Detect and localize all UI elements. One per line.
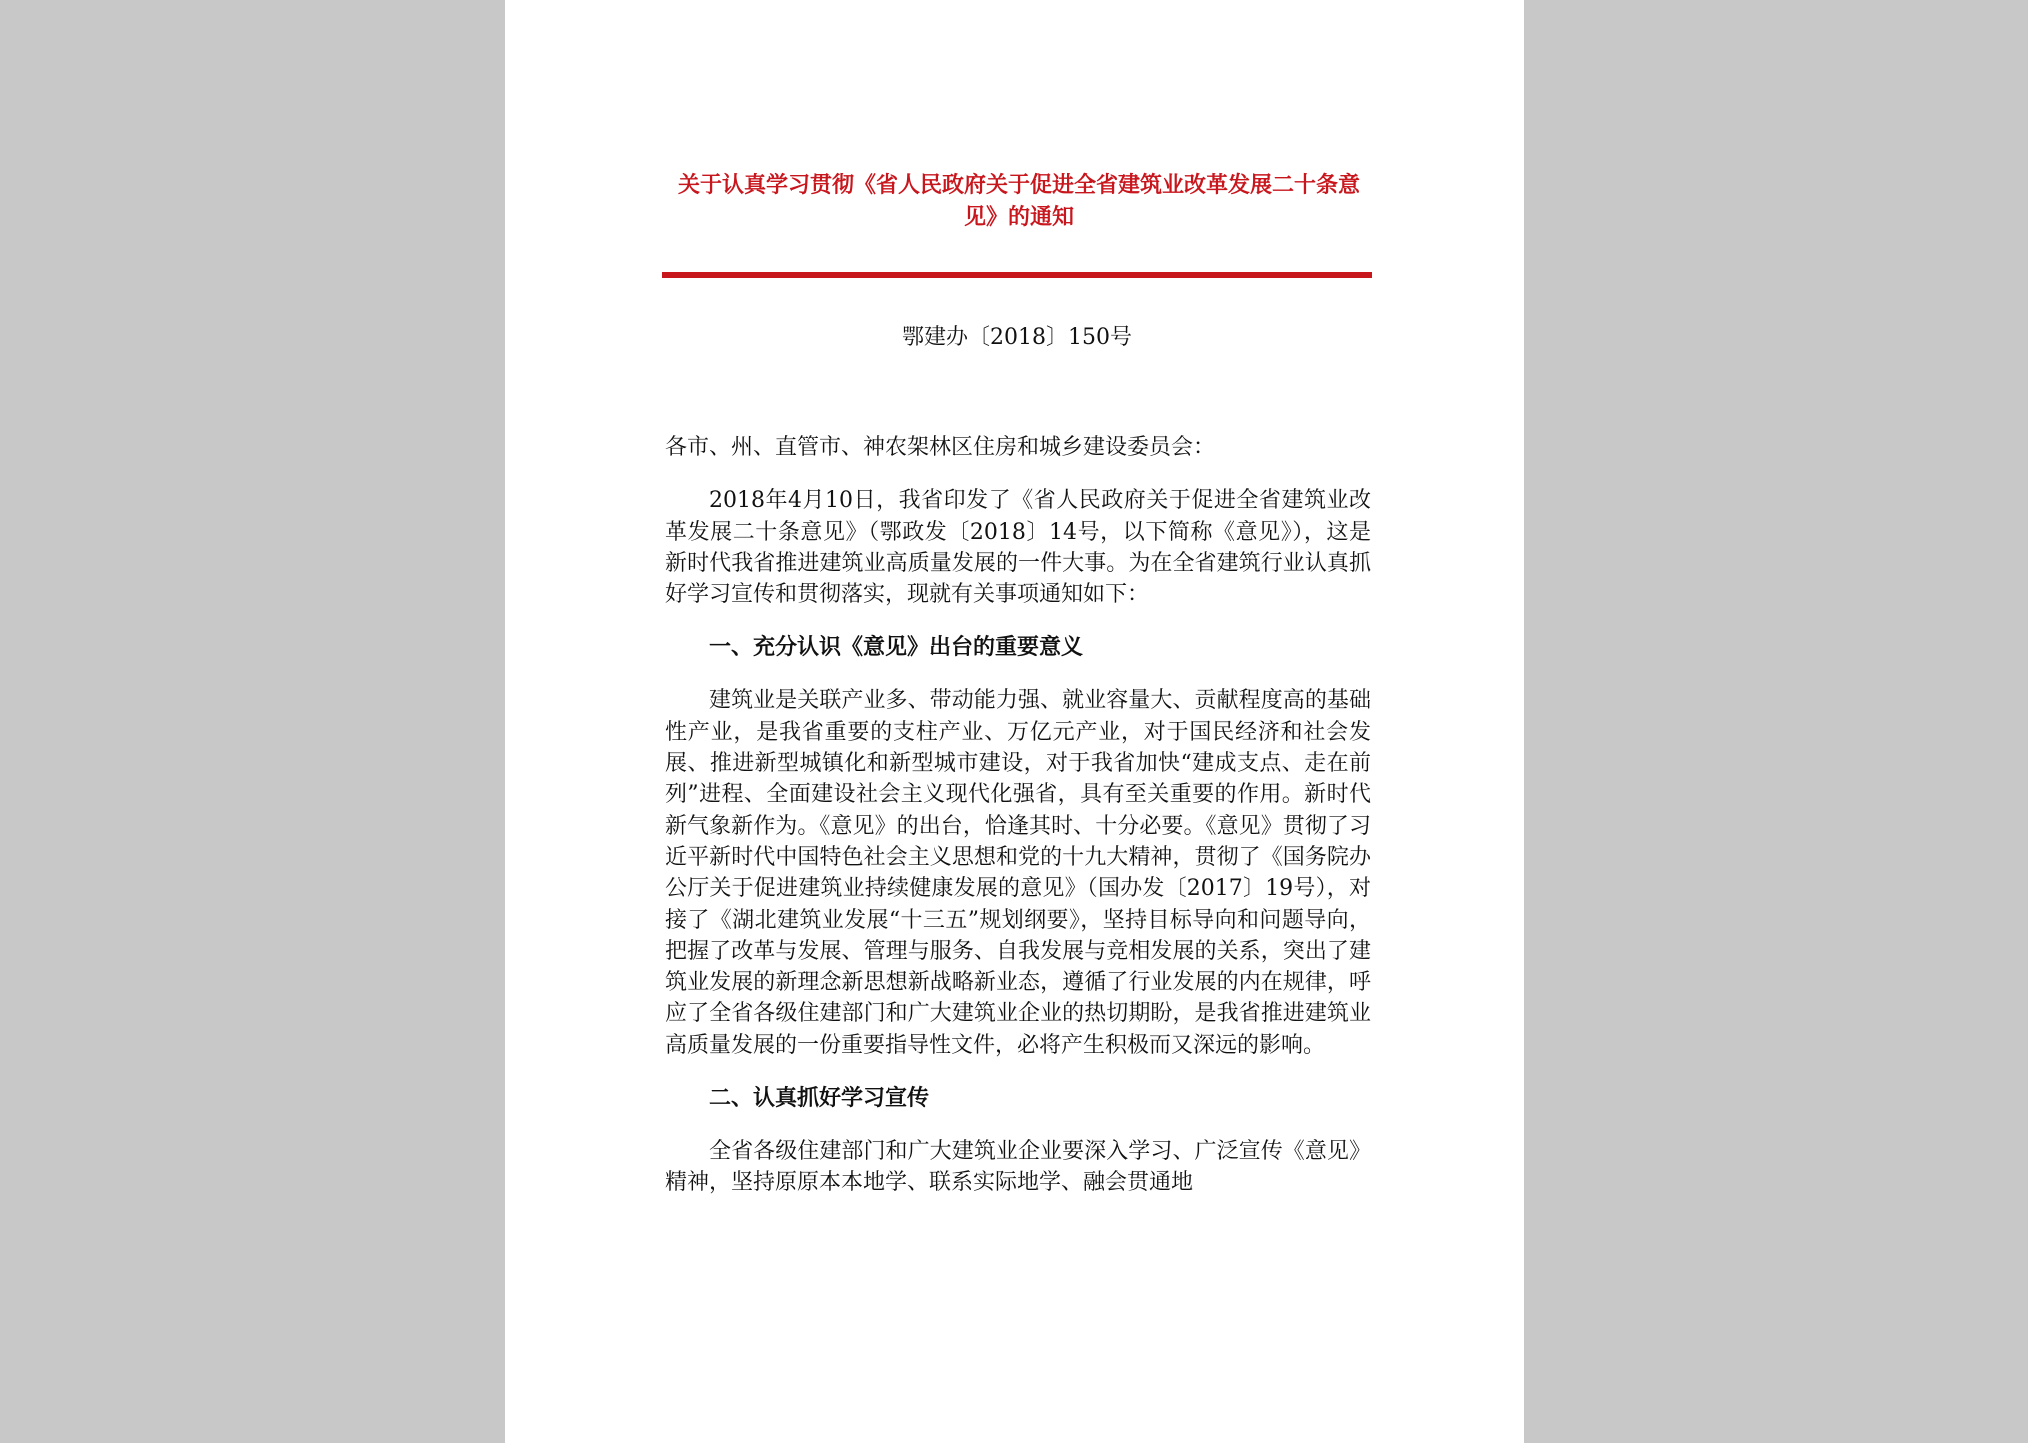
section-heading: 一、充分认识《意见》出台的重要意义 — [709, 635, 1084, 661]
document-title: 关于认真学习贯彻《省人民政府关于促进全省建筑业改革发展二十条意见》的通知 — [677, 173, 1360, 230]
red-header-rule — [662, 272, 1372, 278]
document-page — [505, 0, 1524, 1443]
body-paragraph: 2018年4月10日，我省印发了《省人民政府关于促进全省建筑业改革发展二十条意见》（鄂政发〔2018〕14号，以下简称《意见》），这是新时代我省推进建筑业高质量发展的一件大事。为在全省建筑行业认真抓好学习宣传和贯彻落实，现就有关事项通知如下： — [665, 488, 1371, 608]
salutation: 各市、州、直管市、神农架林区住房和城乡建设委员会： — [665, 435, 1216, 460]
section-heading: 二、认真抓好学习宣传 — [709, 1086, 930, 1112]
document-body — [665, 432, 1371, 1221]
body-paragraph: 建筑业是关联产业多、带动能力强、就业容量大、贡献程度高的基础性产业，是我省重要的支柱产业、万亿元产业，对于国民经济和社会发展、推进新型城镇化和新型城市建设，对于我省加快“建成支点、走在前列”进程、全面建设社会主义现代化强省，具有至关重要的作用。新时代新气象新作为。《意见》的出台，恰逢其时、十分必要。《意见》贯彻了习近平新时代中国特色社会主义思想和党的十九大精神，贯彻了《国务院办公厅关于促进建筑业持续健康发展的意见》（国办发〔2017〕19号），对接了《湖北建筑业发展“十三五”规划纲要》，坚持目标导向和问题导向，把握了改革与发展、管理与服务、自我发展与竞相发展的关系，突出了建筑业发展的新理念新思想新战略新业态，遵循了行业发展的内在规律，呼应了全省各级住建部门和广大建筑业企业的热切期盼，是我省推进建筑业高质量发展的一份重要指导性文件，必将产生积极而又深远的影响。 — [665, 688, 1371, 1058]
document-number: 鄂建办〔2018〕150号 — [902, 325, 1132, 350]
body-paragraph: 全省各级住建部门和广大建筑业企业要深入学习、广泛宣传《意见》精神，坚持原原本本地学、联系实际地学、融会贯通地 — [665, 1139, 1371, 1196]
